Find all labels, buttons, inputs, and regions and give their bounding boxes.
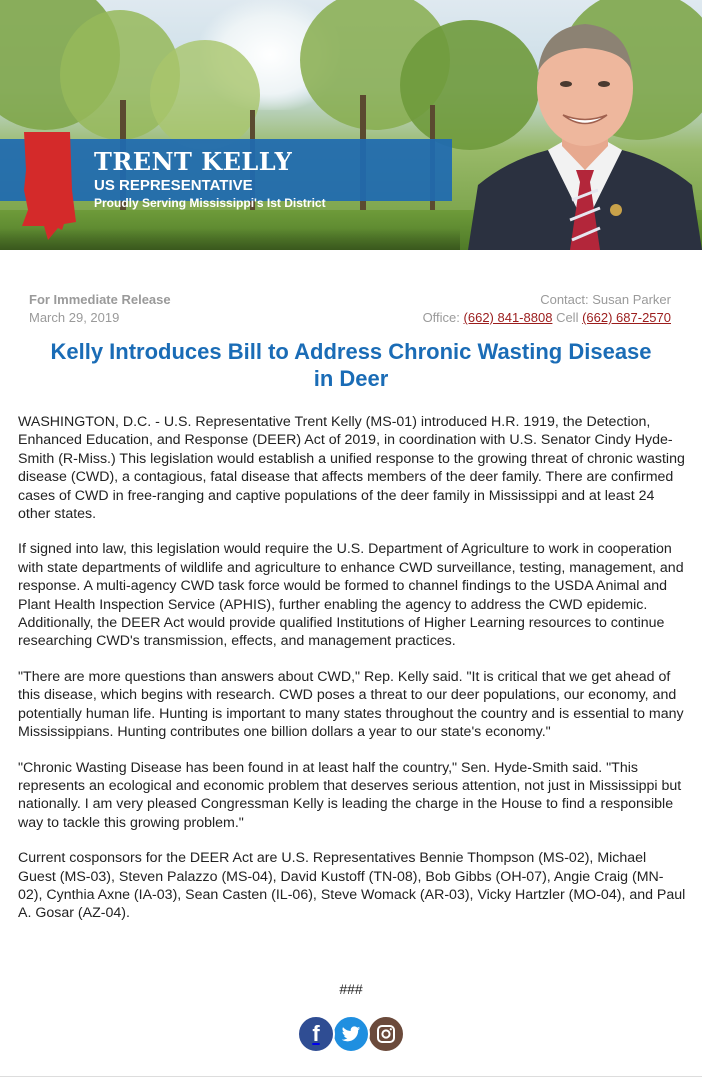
banner-role: US REPRESENTATIVE	[94, 177, 253, 194]
banner-name: TRENT KELLY	[94, 147, 293, 176]
contact-info	[423, 291, 671, 327]
facebook-letter: f	[312, 1021, 320, 1046]
paragraph: Current cosponsors for the DEER Act are U.S. Representatives Bennie Thompson (MS-02), Michael Guest (MS-03), Steven Palazzo (MS-04), David Kustoff (TN-08), Bob Gibbs (OH-07), Angie Craig (MN-02), Cynthia Axne (IA-03), Sean Casten (IL-06), Steve Womack (AR-03), Vicky Hartzler (MO-04), and Paul A. Gosar (AZ-04).	[18, 850, 686, 922]
article-body	[18, 413, 686, 940]
paragraph: WASHINGTON, D.C. - U.S. Representative Trent Kelly (MS-01) introduced H.R. 1919, the Detection, Enhanced Education, and Response (DEER) Act of 2019, in coordination with U.S. Senator Cindy Hyde-Smith (R-Miss.) This legislation would establish a unified response to the growing threat of chronic wasting disease (CWD), a contagious, fatal disease that affects members of the deer family. There are confirmed cases of CWD in free-ranging and captive populations of the deer family in Mississippi and at least 24 other states.	[18, 414, 685, 523]
paragraph: "There are more questions than answers about CWD," Rep. Kelly said. "It is critical that we get ahead of this disease, which begins with research. CWD poses a threat to our deer populations, our economy, and potentially human life. Hunting is important to many states throughout the country and is essential to many Mississippians. Hunting contributes one billion dollars a year to our state's economy."	[18, 668, 684, 741]
twitter-icon[interactable]	[332, 1015, 370, 1053]
page-title: Kelly Introduces Bill to Address Chronic Wasting Disease in Deer	[50, 339, 652, 391]
contact-phones	[423, 309, 671, 327]
twitter-bird-icon	[341, 1026, 361, 1043]
instagram-icon[interactable]	[367, 1015, 405, 1053]
office-label: Office:	[422, 310, 460, 325]
release-info	[29, 291, 171, 327]
cell-label: Cell	[556, 310, 579, 325]
mississippi-state-icon	[18, 130, 78, 242]
release-label: For Immediate Release	[29, 292, 171, 307]
end-mark: ###	[339, 981, 363, 997]
camera-icon	[376, 1024, 396, 1044]
banner-tagline: Proudly Serving Mississippi's Ist District	[94, 196, 326, 210]
representative-portrait	[468, 10, 702, 250]
paragraph: If signed into law, this legislation would require the U.S. Department of Agriculture to work in cooperation with state departments of wildlife and agriculture to enhance CWD surveillance, testing, management, and response. A multi-agency CWD task force would be formed to channel findings to the USDA Animal and Plant Health Inspection Service (APHIS), further enabling the agency to address the CWD epidemic. Additionally, the DEER Act would provide qualified Institutions of Higher Learning resources to continue researching CWD's transmission, effects, and management practices.	[18, 541, 684, 650]
banner-tree	[150, 40, 260, 150]
office-phone-link[interactable]: (662) 841-8808	[463, 310, 553, 325]
social-links	[297, 1015, 407, 1053]
paragraph: "Chronic Wasting Disease has been found in at least half the country," Sen. Hyde-Smith said. "This represents an ecological and economic problem that deserves serious attention, not just in Mississippi but nationally. I am very pleased Congressman Kelly is leading the charge in the House to find a responsible way to tackle this growing problem."	[18, 759, 682, 831]
footer-divider	[0, 1076, 702, 1077]
release-date: March 29, 2019	[29, 310, 120, 325]
cell-phone-link[interactable]: (662) 687-2570	[582, 310, 671, 325]
header-banner	[0, 0, 702, 250]
contact-name: Contact: Susan Parker	[540, 292, 671, 307]
facebook-icon[interactable]	[297, 1015, 335, 1053]
